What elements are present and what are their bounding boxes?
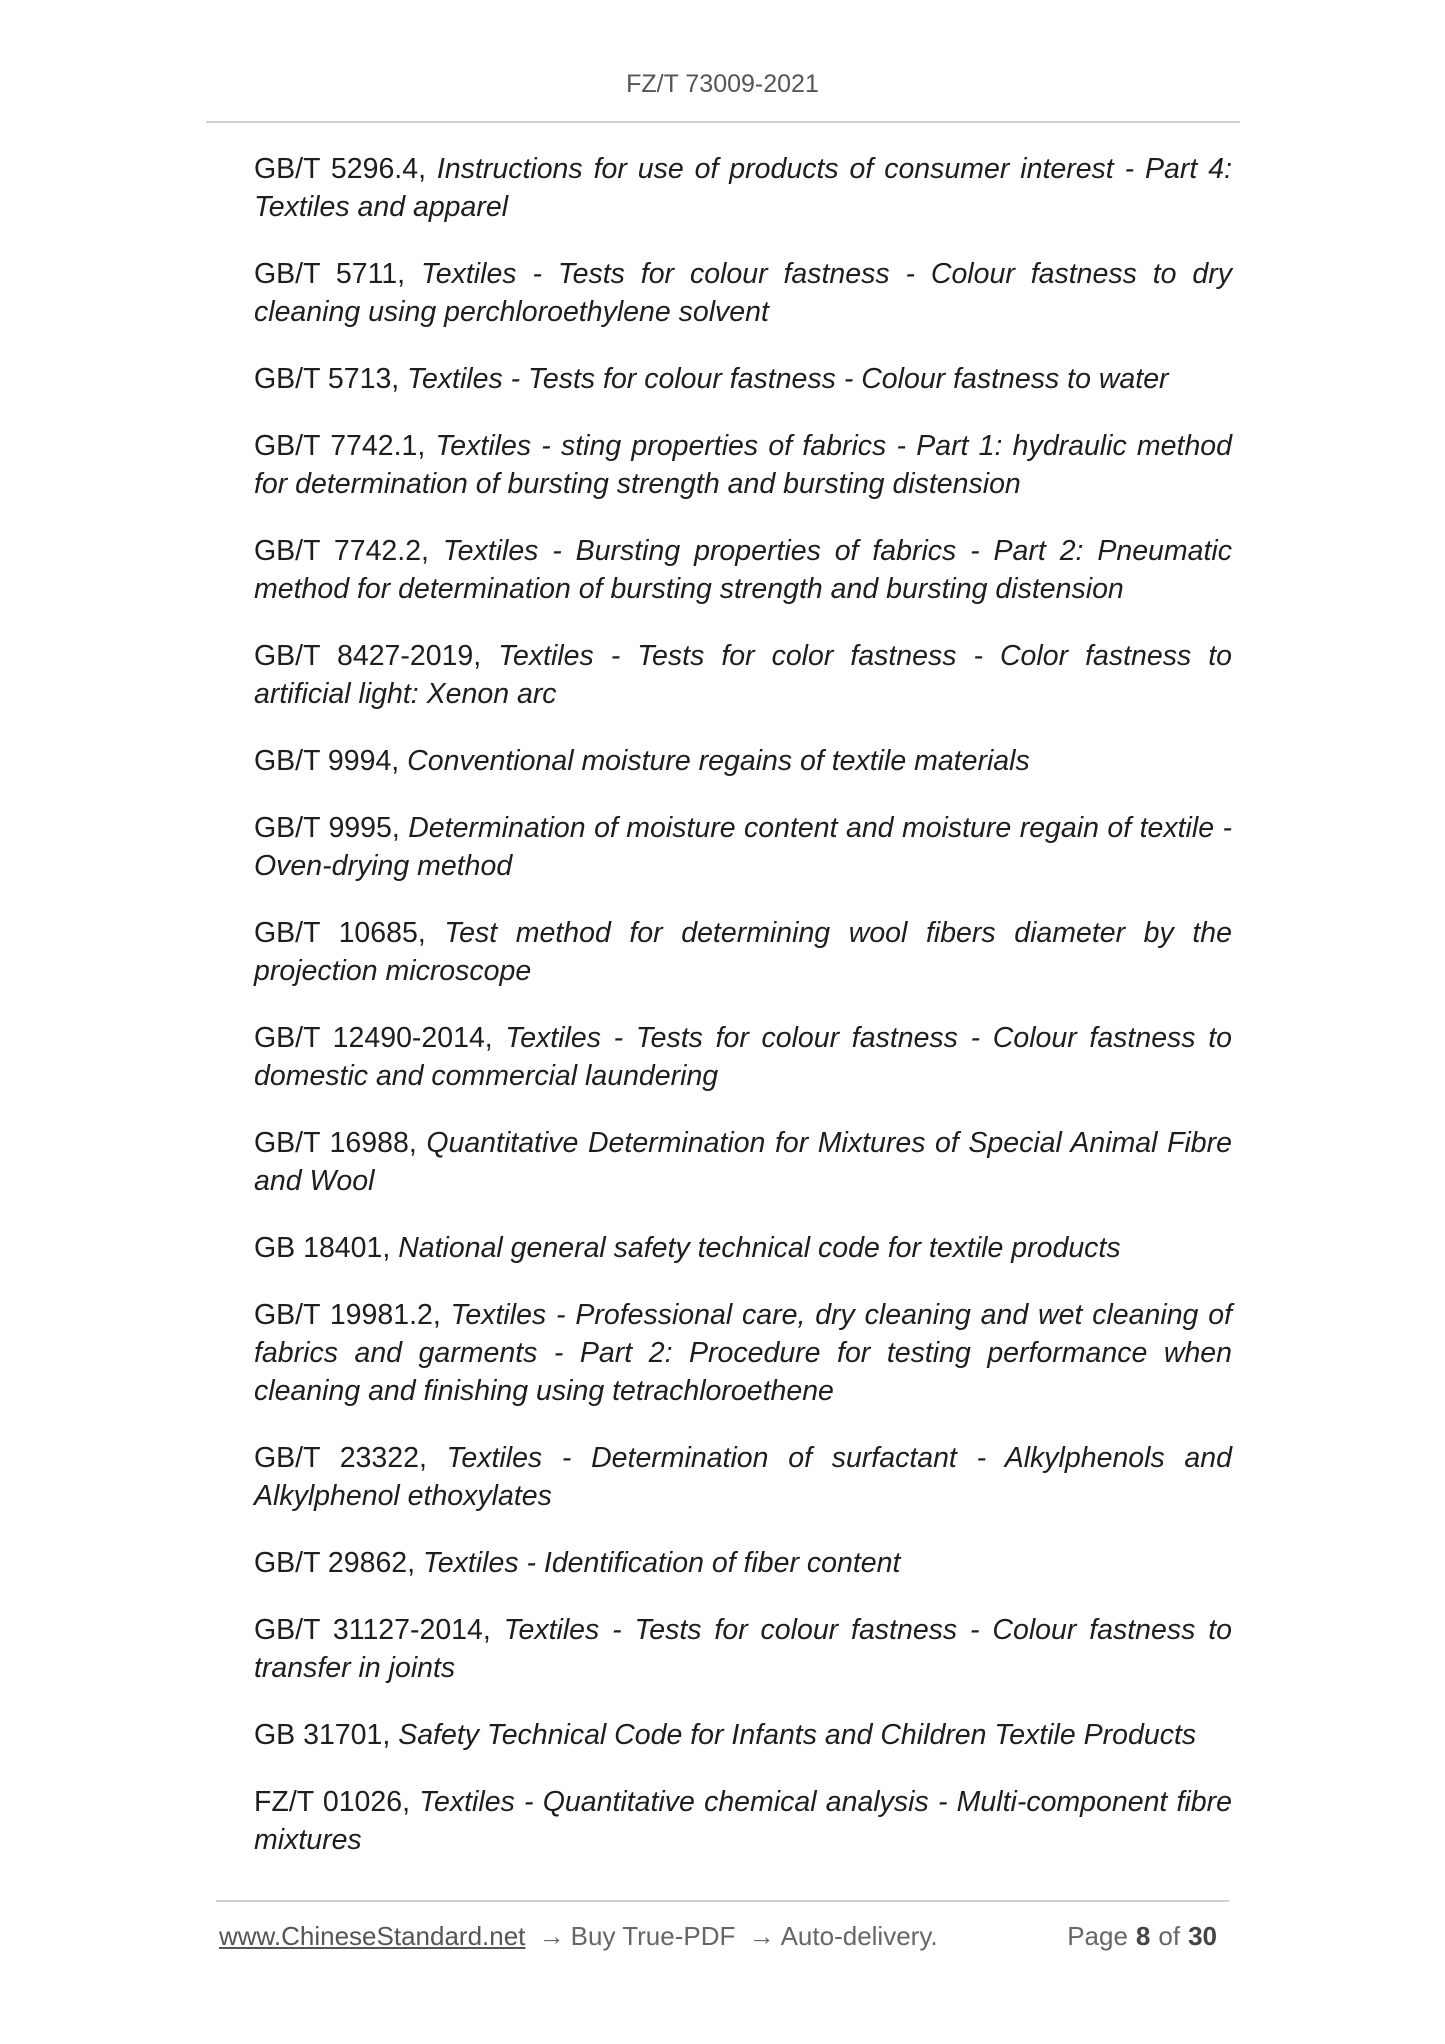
document-header-id: FZ/T 73009-2021 [626,70,819,98]
reference-item [254,914,1232,990]
reference-code: GB/T 5711, [254,258,421,290]
reference-code: GB/T 8427-2019, [254,640,499,672]
reference-item [254,1229,1232,1267]
reference-code: GB/T 12490-2014, [254,1022,506,1054]
reference-title: Textiles - Determination of surfactant - Alkylphenols and Alkylphenol ethoxylates [254,1442,1232,1512]
reference-code: GB/T 5296.4, [254,153,437,185]
reference-code: GB/T 10685, [254,917,445,949]
page-number [1067,1921,1225,1952]
reference-code: GB/T 5713, [254,363,408,395]
reference-item [254,809,1232,885]
buy-pdf-text: Buy True-PDF [570,1921,736,1951]
reference-title: National general safety technical code for textile products [398,1232,1121,1264]
reference-title: Test method for determining wool fibers diameter by the projection microscope [254,917,1232,987]
page-of-label: of [1158,1921,1181,1951]
arrow-right-icon: → [538,1921,565,1951]
reference-code: GB 18401, [254,1232,399,1264]
reference-item [254,1296,1232,1410]
normative-references-list [254,150,1232,1888]
reference-item [254,427,1232,503]
reference-item [254,1124,1232,1200]
page-current: 8 [1135,1921,1151,1951]
auto-delivery-text: Auto-delivery. [780,1921,938,1951]
reference-code: GB/T 9994, [254,745,408,777]
reference-code: GB/T 29862, [254,1547,423,1579]
page-footer [219,1921,1225,1957]
reference-title: Safety Technical Code for Infants and Children Textile Products [398,1719,1197,1751]
reference-title: Textiles - Tests for colour fastness - Colour fastness to domestic and commercial laundering [254,1022,1232,1092]
footer-promo [219,1921,938,1952]
footer-divider [216,1900,1229,1902]
reference-item [254,532,1232,608]
reference-code: GB/T 9995, [254,812,409,844]
reference-item [254,360,1232,398]
reference-title: Textiles - Tests for colour fastness - Colour fastness to dry cleaning using perchloroethylene solvent [254,258,1232,328]
arrow-right-icon: → [748,1921,775,1951]
page-label: Page [1067,1921,1128,1951]
reference-title: Textiles - Tests for colour fastness - Colour fastness to transfer in joints [254,1614,1233,1684]
reference-item [254,1716,1232,1754]
reference-code: GB/T 16988, [254,1127,427,1159]
reference-title: Quantitative Determination for Mixtures of Special Animal Fibre and Wool [254,1127,1232,1197]
reference-title: Textiles - Tests for colour fastness - Colour fastness to water [407,363,1169,395]
reference-code: GB/T 31127-2014, [254,1614,504,1646]
reference-item [254,1783,1232,1859]
reference-title: Textiles - Tests for color fastness - Color fastness to artificial light: Xenon arc [254,640,1232,710]
reference-title: Textiles - sting properties of fabrics - Part 1: hydraulic method for determination of bursting strength and bursting distension [254,430,1232,500]
reference-code: GB/T 23322, [254,1442,447,1474]
reference-title: Textiles - Bursting properties of fabrics - Part 2: Pneumatic method for determination of bursting strength and bursting distension [254,535,1232,605]
reference-item [254,742,1232,780]
reference-item [254,1019,1232,1095]
reference-title: Textiles - Quantitative chemical analysis - Multi-component fibre mixtures [254,1786,1232,1856]
reference-code: GB/T 7742.1, [254,430,436,462]
reference-item [254,637,1232,713]
reference-code: GB/T 19981.2, [254,1299,451,1331]
page-total: 30 [1188,1921,1217,1951]
reference-item [254,255,1232,331]
reference-item [254,1611,1232,1687]
reference-item [254,1544,1232,1582]
reference-code: GB/T 7742.2, [254,535,443,567]
website-link[interactable]: www.ChineseStandard.net [219,1921,526,1951]
reference-title: Textiles - Identification of fiber content [423,1547,901,1579]
reference-code: GB 31701, [254,1719,399,1751]
reference-title: Determination of moisture content and moisture regain of textile - Oven-drying method [254,812,1232,882]
reference-title: Textiles - Professional care, dry cleaning and wet cleaning of fabrics and garments - Part 2: Procedure for testing performance when cleaning and finishing using tetrachloroethene [254,1299,1232,1407]
reference-code: FZ/T 01026, [254,1786,420,1818]
reference-title: Instructions for use of products of consumer interest - Part 4: Textiles and apparel [254,153,1232,223]
header-divider [206,121,1240,123]
reference-item [254,150,1232,226]
reference-item [254,1439,1232,1515]
reference-title: Conventional moisture regains of textile materials [407,745,1030,777]
